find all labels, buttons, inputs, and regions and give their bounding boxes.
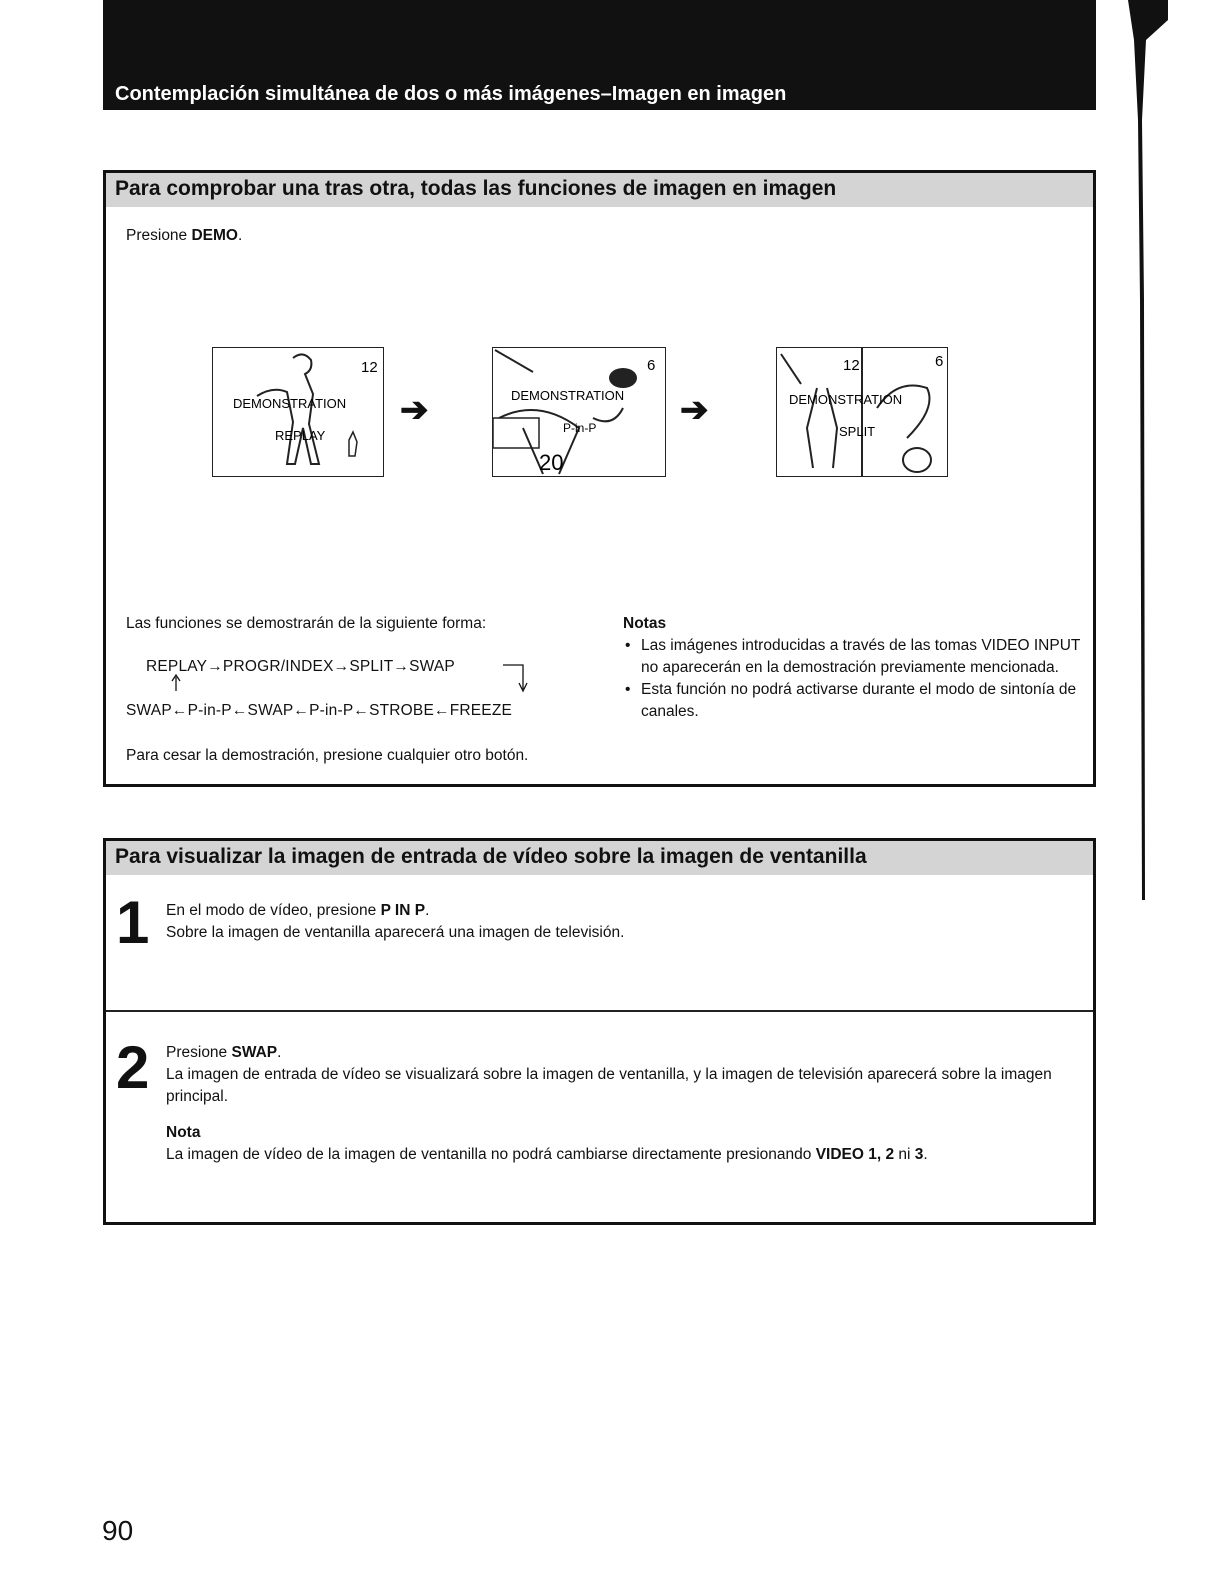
pinp-section-title: Para visualizar la imagen de entrada de vídeo sobre la imagen de ventanilla [115,845,867,868]
channel-label: 6 [647,357,656,374]
notes-block [623,613,1093,723]
screen-line2: SPLIT [839,424,876,439]
demo-instruction: Presione DEMO. [126,227,243,244]
page-number: 90 [102,1515,134,1546]
stop-instruction: Para cesar la demostración, presione cualquier otro botón. [126,747,529,764]
pinp-button-label: P IN P [380,902,426,919]
demo-screen-replay [212,347,384,477]
step-number: 1 [116,889,150,956]
golfer-illustration [213,348,383,476]
sequence-arrows [168,655,568,695]
arrow-right-icon: ➔ [680,391,709,429]
screen-line2: P-in-P [563,421,597,435]
jersey-number: 20 [539,450,564,475]
swap-button-label: SWAP [231,1044,278,1061]
demo-screen-pinp [492,347,666,477]
channel-label-left: 12 [843,357,860,374]
step1-text: En el modo de vídeo, presione P IN P. Sobre la imagen de ventanilla aparecerá una imagen de televisión. [166,902,625,941]
note-item: • Las imágenes introducidas a través de las tomas VIDEO INPUT no aparecerán en la demostración previamente mencionada. [623,635,1093,679]
demo-button-label: DEMO [191,227,238,244]
note-title: Nota [166,1124,201,1141]
notes-title: Notas [623,615,667,632]
note-text: La imagen de vídeo de la imagen de ventanilla no podrá cambiarse directamente presionando VIDEO 1, 2 ni 3. [166,1146,928,1163]
channel-label: 12 [361,359,378,376]
split-illustration [777,348,947,476]
note-item: • Esta función no podrá activarse durante el modo de sintonía de canales. [623,679,1093,723]
sequence-top: REPLAY→PROGR/INDEX→SPLIT→SWAP [146,658,455,675]
pinp-section [103,838,1096,1225]
pinp-section-header [106,838,1093,875]
scan-edge [1128,0,1168,900]
demo-section-title: Para comprobar una tras otra, todas las funciones de imagen en imagen [115,177,837,200]
football-illustration [493,348,665,476]
screen-line1: DEMONSTRATION [233,396,347,411]
step-divider [106,1010,1093,1012]
page-title: Contemplación simultánea de dos o más imágenes–Imagen en imagen [115,83,787,105]
demo-section [103,170,1096,787]
screen-line1: DEMONSTRATION [511,388,625,403]
functions-intro: Las funciones se demostrarán de la siguiente forma: [126,615,487,632]
header-bar [103,0,1096,110]
demo-section-header [106,170,1093,207]
sequence-bottom: SWAP←P-in-P←SWAP←P-in-P←STROBE←FREEZE [126,702,513,719]
step2-text: Presione SWAP. La imagen de entrada de vídeo se visualizará sobre la imagen de ventanilla, y la imagen de televisión aparecerá sobre la imagen principal. Nota La imagen de vídeo de la imagen de ventanilla no podrá cambiarse directamente presionando VIDEO 1, 2 ni 3. [166,1042,1086,1166]
demo-screen-split [776,347,948,477]
step-number: 2 [116,1034,150,1101]
channel-label-right: 6 [935,353,944,370]
screen-line2: REPLAY [275,428,326,443]
arrow-right-icon: ➔ [400,391,429,429]
screen-line1: DEMONSTRATION [789,392,903,407]
